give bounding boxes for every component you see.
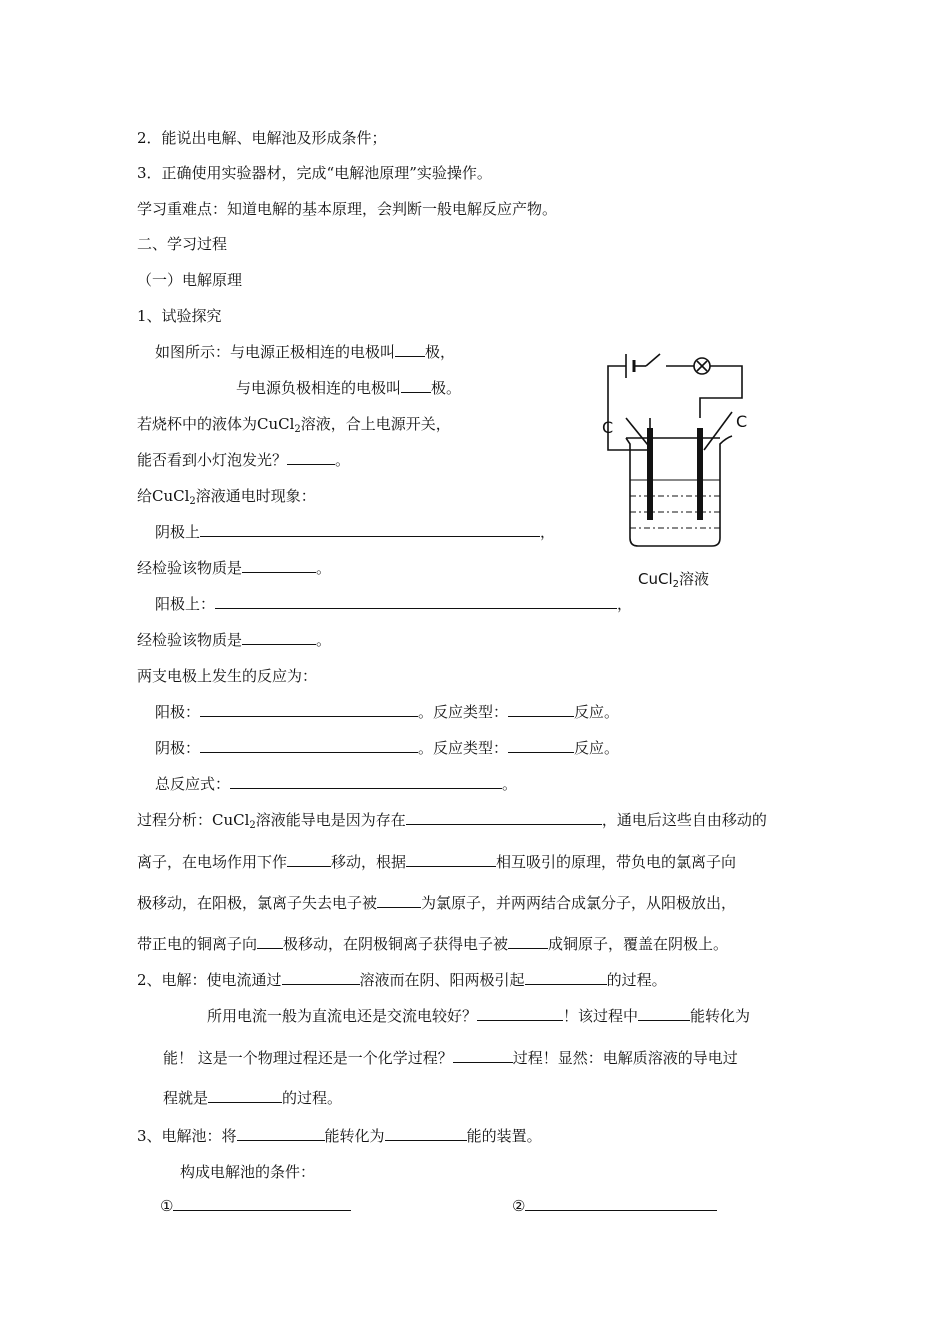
text: 反应。 <box>574 739 620 757</box>
electrode-label-right: C <box>736 412 748 431</box>
subscript: 2 <box>294 424 301 435</box>
text: CuCl <box>638 570 673 588</box>
text: 。 <box>316 631 332 649</box>
analysis-line-3 <box>137 893 736 913</box>
text: 反应。 <box>574 703 620 721</box>
text: 经检验该物质是 <box>137 631 243 649</box>
analysis-line-2 <box>137 852 736 872</box>
blank-movement[interactable] <box>287 852 331 867</box>
electrolysis-line-2 <box>207 1006 750 1026</box>
text: 能否看到小灯泡发光？ <box>137 451 288 469</box>
cathode-observation <box>155 522 555 542</box>
switch-icon <box>646 354 660 366</box>
text: 极移动，在阳极，氯离子失去电子被 <box>137 894 378 912</box>
text: 极。 <box>431 379 462 397</box>
subscript: 2 <box>672 579 679 590</box>
section-title: 二、学习过程 <box>137 235 228 253</box>
blank-cathode-name[interactable] <box>401 378 431 393</box>
blank-current-type[interactable] <box>477 1006 563 1021</box>
text: 给CuCl <box>137 487 190 505</box>
text: 的过程。 <box>282 1089 343 1107</box>
text: 极， <box>425 343 456 361</box>
text: 程就是 <box>163 1089 209 1107</box>
text: 能的装置。 <box>466 1127 542 1145</box>
blank-condition-2[interactable] <box>525 1196 717 1211</box>
experiment-line-1 <box>155 342 455 362</box>
experiment-line-3 <box>137 414 451 440</box>
text: 阳极上： <box>155 595 216 613</box>
text: 过程！显然：电解质溶液的导电过 <box>512 1049 738 1067</box>
blank-bulb-answer[interactable] <box>287 450 335 465</box>
electrode-label-left: C <box>602 418 614 437</box>
text: 3、电解池：将 <box>137 1127 237 1145</box>
text: 能！ 这是一个物理过程还是一个化学过程？ <box>163 1049 453 1067</box>
text: ！该过程中 <box>563 1007 639 1025</box>
blank-energy-out[interactable] <box>385 1126 467 1141</box>
analysis-line-4 <box>137 934 728 954</box>
experiment-line-2 <box>236 378 461 398</box>
text: ① <box>160 1197 174 1215</box>
text: 2、电解：使电流通过 <box>137 971 282 989</box>
text: 的过程。 <box>606 971 667 989</box>
blank-condition-1[interactable] <box>173 1196 351 1211</box>
cell-conditions-heading: 构成电解池的条件： <box>180 1163 316 1181</box>
text: 。反应类型： <box>418 739 509 757</box>
question-1-title: 1、试验探究 <box>137 307 222 325</box>
experiment-line-5 <box>137 486 316 512</box>
text: 阴极： <box>155 739 201 757</box>
blank-redox[interactable] <box>525 970 607 985</box>
subscript: 2 <box>249 820 256 831</box>
beaker <box>626 436 732 546</box>
electrolysis-line-1 <box>137 970 667 990</box>
key-points: 学习重难点：知道电解的基本原理，会判断一般电解反应产物。 <box>137 200 558 218</box>
blank-electrode[interactable] <box>257 934 283 949</box>
circuit-wire-right <box>700 366 742 418</box>
subsection-title: （一）电解原理 <box>137 271 243 289</box>
analysis-line-1 <box>137 810 767 836</box>
objective-2: 2．能说出电解、电解池及形成条件； <box>137 129 387 147</box>
electrolysis-apparatus-diagram <box>590 340 760 560</box>
text: 总反应式： <box>155 775 231 793</box>
blank-anode-equation[interactable] <box>200 702 418 717</box>
total-reaction <box>155 774 517 794</box>
blank-conduction-process[interactable] <box>208 1088 282 1103</box>
text: 。反应类型： <box>418 703 509 721</box>
blank-anode-observation[interactable] <box>215 594 617 609</box>
text: 能转化为 <box>690 1007 751 1025</box>
blank-anode-type[interactable] <box>508 702 574 717</box>
text: 溶液通电时现象： <box>195 487 316 505</box>
blank-energy-from[interactable] <box>638 1006 690 1021</box>
blank-attraction-principle[interactable] <box>406 852 496 867</box>
text: 溶液，合上电源开关， <box>300 415 451 433</box>
blank-anode-name[interactable] <box>395 342 425 357</box>
blank-electrolyte[interactable] <box>282 970 360 985</box>
condition-1 <box>160 1196 351 1216</box>
text: ， <box>617 595 633 613</box>
blank-oxidized[interactable] <box>377 893 421 908</box>
text: 溶液能导电是因为存在 <box>255 811 406 829</box>
diagram-caption <box>638 568 709 590</box>
electrolysis-line-4 <box>163 1088 342 1108</box>
check-substance-1 <box>137 558 331 578</box>
electrolysis-line-3 <box>163 1048 738 1068</box>
blank-energy-in[interactable] <box>237 1126 325 1141</box>
text: 过程分析：CuCl <box>137 811 250 829</box>
text: 能转化为 <box>324 1127 385 1145</box>
blank-process-type[interactable] <box>453 1048 513 1063</box>
text: 移动，根据 <box>331 853 407 871</box>
reactions-heading: 两支电极上发生的反应为： <box>137 667 318 685</box>
blank-cathode-equation[interactable] <box>200 738 418 753</box>
objective-3: 3．正确使用实验器材，完成“电解池原理”实验操作。 <box>137 164 492 182</box>
anode-reaction <box>155 702 619 722</box>
text: 所用电流一般为直流电还是交流电较好？ <box>207 1007 478 1025</box>
text: 。 <box>335 451 351 469</box>
blank-substance-1[interactable] <box>242 558 316 573</box>
text: 相互吸引的原理，带负电的氯离子向 <box>496 853 737 871</box>
text: ② <box>512 1197 526 1215</box>
text: 若烧杯中的液体为CuCl <box>137 415 295 433</box>
text: 阴极上 <box>155 523 201 541</box>
blank-total-equation[interactable] <box>230 774 502 789</box>
condition-2 <box>512 1196 717 1216</box>
text: 极移动，在阴极铜离子获得电子被 <box>283 935 509 953</box>
blank-substance-2[interactable] <box>242 630 316 645</box>
text: 阳极： <box>155 703 201 721</box>
text: 。 <box>502 775 518 793</box>
text: 成铜原子，覆盖在阴极上。 <box>548 935 729 953</box>
blank-cathode-type[interactable] <box>508 738 574 753</box>
text: 离子，在电场作用下作 <box>137 853 288 871</box>
blank-reduced[interactable] <box>508 934 548 949</box>
text: ， <box>540 523 556 541</box>
electrode-right <box>697 428 703 520</box>
text: 为氯原子，并两两结合成氯分子，从阳极放出， <box>421 894 737 912</box>
text: 经检验该物质是 <box>137 559 243 577</box>
text: 带正电的铜离子向 <box>137 935 258 953</box>
check-substance-2 <box>137 630 331 650</box>
subscript: 2 <box>189 496 196 507</box>
text: 。 <box>316 559 332 577</box>
experiment-line-4 <box>137 450 350 470</box>
text: 溶液 <box>679 570 710 588</box>
cathode-reaction <box>155 738 619 758</box>
blank-cathode-observation[interactable] <box>200 522 540 537</box>
anode-observation <box>155 594 632 614</box>
electrode-left <box>647 428 653 520</box>
text: 与电源负极相连的电极叫 <box>236 379 402 397</box>
text: 如图所示：与电源正极相连的电极叫 <box>155 343 396 361</box>
cell-line-1 <box>137 1126 542 1146</box>
text: 溶液而在阴、阳两极引起 <box>359 971 525 989</box>
text: ，通电后这些自由移动的 <box>601 811 767 829</box>
blank-free-ions[interactable] <box>406 810 602 825</box>
